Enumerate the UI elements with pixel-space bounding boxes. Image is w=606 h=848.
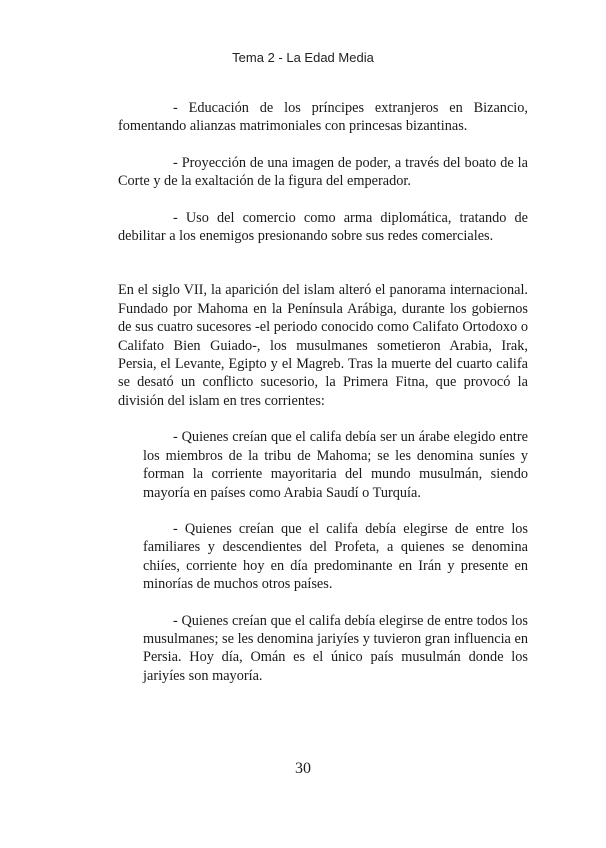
bullet-sunni: - Quienes creían que el califa debía ser un árabe elegido entre los miembros de la tribu de Mahoma; se les denomina suníes y forman la corriente mayoritaria del mundo musulmán, siendo mayoría en países como Arabia Saudí o Turquía. [143, 429, 528, 501]
bullet-kharijite: - Quienes creían que el califa debía elegirse de entre todos los musulmanes; se les denomina jariyíes y tuvieron gran influencia en Persia. Hoy día, Omán es el único país musulmán donde los jariyíes son mayoría. [143, 612, 528, 684]
bullet-shia: - Quienes creían que el califa debía elegirse de entre los familiares y descendientes del Profeta, a quienes se denomina chiíes, corriente hoy en día predominante en Irán y presente en minorías de muchos otros países. [143, 520, 528, 593]
running-header: Tema 2 - La Edad Media [232, 50, 374, 65]
bullet-projection: - Proyección de una imagen de poder, a través del boato de la Corte y de la exaltación de la figura del emperador. [118, 154, 528, 190]
bullet-commerce: - Uso del comercio como arma diplomática, tratando de debilitar a los enemigos presionando sobre sus redes comerciales. [118, 209, 528, 245]
page-body [118, 99, 528, 685]
islam-currents-list [118, 428, 528, 685]
islam-paragraph: En el siglo VII, la aparición del islam alteró el panorama internacional. Fundado por Mahoma en la Península Arábiga, durante los gobiernos de sus cuatro sucesores -el periodo conocido como Califato Ortodoxo o Califato Bien Guiado-, los musulmanes sometieron Arabia, Irak, Persia, el Levante, Egipto y el Magreb. Tras la muerte del cuarto califa se desató un conflicto sucesorio, la Primera Fitna, que provocó la división del islam en tres corrientes: [118, 282, 528, 409]
page-number: 30 [295, 760, 311, 777]
bullet-education: - Educación de los príncipes extranjeros en Bizancio, fomentando alianzas matrimoniales con princesas bizantinas. [118, 100, 528, 135]
